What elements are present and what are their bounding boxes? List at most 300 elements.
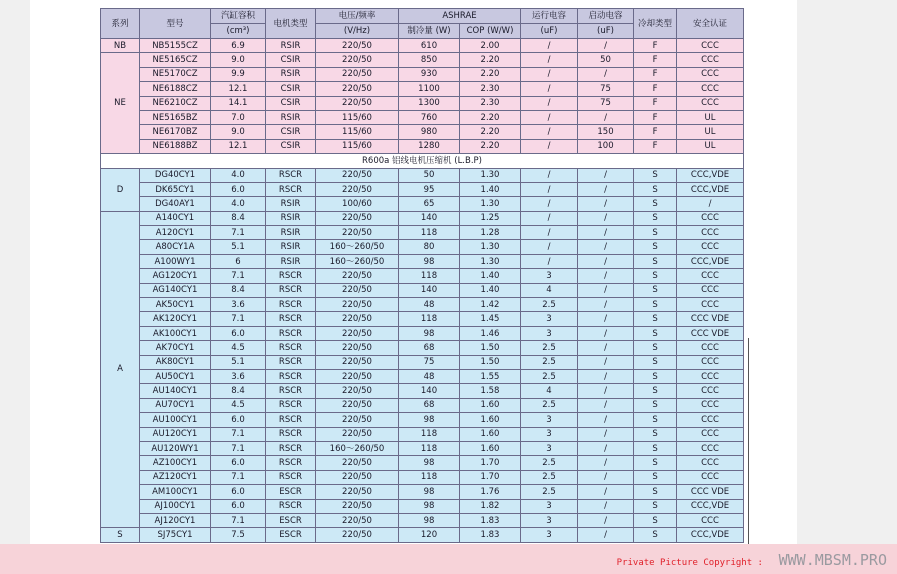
cooling-cell: S: [634, 240, 677, 254]
voltage-cell: 160～260/50: [316, 441, 399, 455]
capacity-cell: 50: [399, 168, 460, 182]
displacement-cell: 6.0: [211, 499, 266, 513]
run-cap-cell: /: [521, 240, 578, 254]
capacity-cell: 118: [399, 427, 460, 441]
model-cell: AU70CY1: [140, 398, 211, 412]
table-row: [101, 384, 744, 398]
run-cap-cell: 2.5: [521, 341, 578, 355]
capacity-cell: 140: [399, 211, 460, 225]
motor-cell: CSIR: [266, 53, 316, 67]
run-cap-cell: 3: [521, 312, 578, 326]
cop-cell: 1.46: [460, 326, 521, 340]
cooling-cell: S: [634, 513, 677, 527]
voltage-cell: 220/50: [316, 413, 399, 427]
model-cell: AU50CY1: [140, 369, 211, 383]
motor-cell: RSCR: [266, 312, 316, 326]
capacity-cell: 98: [399, 326, 460, 340]
cooling-cell: S: [634, 226, 677, 240]
start-cap-cell: /: [578, 470, 634, 484]
capacity-cell: 118: [399, 226, 460, 240]
cop-cell: 1.83: [460, 513, 521, 527]
capacity-cell: 610: [399, 39, 460, 53]
table-row: [101, 456, 744, 470]
capacity-cell: 1300: [399, 96, 460, 110]
motor-cell: RSIR: [266, 226, 316, 240]
capacity-cell: 68: [399, 398, 460, 412]
series-cell: NE: [101, 53, 140, 154]
motor-cell: CSIR: [266, 82, 316, 96]
start-cap-cell: /: [578, 398, 634, 412]
table-row: [101, 355, 744, 369]
cert-cell: CCC VDE: [677, 326, 744, 340]
displacement-cell: 7.1: [211, 312, 266, 326]
cert-cell: CCC: [677, 456, 744, 470]
capacity-cell: 1100: [399, 82, 460, 96]
capacity-cell: 98: [399, 485, 460, 499]
cop-cell: 1.30: [460, 197, 521, 211]
displacement-cell: 5.1: [211, 355, 266, 369]
cop-cell: 1.40: [460, 269, 521, 283]
model-cell: AK80CY1: [140, 355, 211, 369]
run-cap-cell: /: [521, 110, 578, 124]
voltage-cell: 220/50: [316, 513, 399, 527]
voltage-cell: 115/60: [316, 139, 399, 153]
displacement-cell: 6.0: [211, 413, 266, 427]
cop-cell: 1.60: [460, 427, 521, 441]
model-cell: NE5165BZ: [140, 110, 211, 124]
start-cap-cell: 75: [578, 82, 634, 96]
cop-cell: 1.60: [460, 413, 521, 427]
start-cap-cell: /: [578, 427, 634, 441]
model-cell: AK50CY1: [140, 298, 211, 312]
cert-cell: CCC: [677, 398, 744, 412]
cooling-cell: S: [634, 427, 677, 441]
motor-cell: CSIR: [266, 125, 316, 139]
model-cell: AU120CY1: [140, 427, 211, 441]
motor-cell: CSIR: [266, 139, 316, 153]
displacement-cell: 7.1: [211, 513, 266, 527]
table-row: [101, 312, 744, 326]
voltage-cell: 220/50: [316, 168, 399, 182]
cooling-cell: F: [634, 82, 677, 96]
cop-cell: 2.30: [460, 96, 521, 110]
cop-cell: 1.60: [460, 441, 521, 455]
run-cap-cell: 3: [521, 441, 578, 455]
copyright-notice: [617, 550, 887, 569]
cop-cell: 1.50: [460, 355, 521, 369]
voltage-cell: 220/50: [316, 427, 399, 441]
header-cert: 安全认证: [677, 9, 744, 39]
model-cell: AK70CY1: [140, 341, 211, 355]
run-cap-cell: /: [521, 67, 578, 81]
model-cell: A100WY1: [140, 254, 211, 268]
capacity-cell: 140: [399, 283, 460, 297]
voltage-cell: 220/50: [316, 398, 399, 412]
capacity-cell: 98: [399, 456, 460, 470]
start-cap-cell: /: [578, 326, 634, 340]
motor-cell: RSCR: [266, 182, 316, 196]
cop-cell: 1.83: [460, 528, 521, 542]
cop-cell: 1.58: [460, 384, 521, 398]
cooling-cell: S: [634, 298, 677, 312]
cert-cell: CCC,VDE: [677, 254, 744, 268]
table-row: [101, 499, 744, 513]
voltage-cell: 220/50: [316, 298, 399, 312]
cooling-cell: F: [634, 139, 677, 153]
start-cap-cell: /: [578, 168, 634, 182]
cert-cell: CCC VDE: [677, 312, 744, 326]
cert-cell: CCC: [677, 67, 744, 81]
model-cell: A140CY1: [140, 211, 211, 225]
motor-cell: RSIR: [266, 67, 316, 81]
document-page: [30, 0, 797, 574]
displacement-cell: 7.1: [211, 441, 266, 455]
model-cell: DG40AY1: [140, 197, 211, 211]
header-start-cap: 启动电容: [578, 9, 634, 24]
table-row: [101, 139, 744, 153]
run-cap-cell: 2.5: [521, 470, 578, 484]
start-cap-cell: /: [578, 269, 634, 283]
cop-cell: 2.30: [460, 82, 521, 96]
displacement-cell: 7.1: [211, 226, 266, 240]
model-cell: DG40CY1: [140, 168, 211, 182]
cert-cell: CCC: [677, 53, 744, 67]
cert-cell: UL: [677, 139, 744, 153]
cert-cell: CCC: [677, 513, 744, 527]
cooling-cell: S: [634, 369, 677, 383]
voltage-cell: 220/50: [316, 67, 399, 81]
capacity-cell: 48: [399, 298, 460, 312]
cooling-cell: S: [634, 398, 677, 412]
start-cap-cell: /: [578, 499, 634, 513]
displacement-cell: 14.1: [211, 96, 266, 110]
model-cell: DK65CY1: [140, 182, 211, 196]
model-cell: NE5165CZ: [140, 53, 211, 67]
table-row: [101, 82, 744, 96]
copyright-label: Private Picture Copyright :: [616, 558, 763, 568]
model-cell: AK100CY1: [140, 326, 211, 340]
cooling-cell: S: [634, 197, 677, 211]
displacement-cell: 4.5: [211, 398, 266, 412]
start-cap-cell: /: [578, 298, 634, 312]
capacity-cell: 760: [399, 110, 460, 124]
start-cap-cell: /: [578, 369, 634, 383]
capacity-cell: 120: [399, 528, 460, 542]
capacity-cell: 98: [399, 499, 460, 513]
run-cap-cell: /: [521, 197, 578, 211]
cooling-cell: S: [634, 456, 677, 470]
displacement-cell: 4.5: [211, 341, 266, 355]
cert-cell: CCC: [677, 226, 744, 240]
motor-cell: RSIR: [266, 254, 316, 268]
cert-cell: CCC,VDE: [677, 499, 744, 513]
run-cap-cell: 2.5: [521, 298, 578, 312]
model-cell: A120CY1: [140, 226, 211, 240]
motor-cell: ESCR: [266, 485, 316, 499]
table-row: [101, 369, 744, 383]
voltage-cell: 220/50: [316, 369, 399, 383]
motor-cell: RSIR: [266, 110, 316, 124]
table-row: [101, 528, 744, 542]
voltage-cell: 220/50: [316, 283, 399, 297]
capacity-cell: 98: [399, 254, 460, 268]
cop-cell: 2.20: [460, 125, 521, 139]
table-row: [101, 254, 744, 268]
capacity-cell: 140: [399, 384, 460, 398]
cert-cell: CCC: [677, 39, 744, 53]
motor-cell: CSIR: [266, 96, 316, 110]
cert-cell: CCC,VDE: [677, 528, 744, 542]
header-cooling: 冷却类型: [634, 9, 677, 39]
start-cap-cell: 50: [578, 53, 634, 67]
cop-cell: 1.60: [460, 398, 521, 412]
cooling-cell: S: [634, 384, 677, 398]
cooling-cell: F: [634, 110, 677, 124]
cooling-cell: S: [634, 182, 677, 196]
header-start-cap-unit: (uF): [578, 24, 634, 39]
capacity-cell: 65: [399, 197, 460, 211]
capacity-cell: 48: [399, 369, 460, 383]
start-cap-cell: /: [578, 384, 634, 398]
cooling-cell: S: [634, 211, 677, 225]
motor-cell: RSCR: [266, 369, 316, 383]
displacement-cell: 9.0: [211, 53, 266, 67]
cop-cell: 1.50: [460, 341, 521, 355]
voltage-cell: 160～260/50: [316, 254, 399, 268]
motor-cell: RSCR: [266, 168, 316, 182]
cop-cell: 1.40: [460, 182, 521, 196]
capacity-cell: 98: [399, 513, 460, 527]
run-cap-cell: 3: [521, 413, 578, 427]
cop-cell: 1.76: [460, 485, 521, 499]
displacement-cell: 9.9: [211, 67, 266, 81]
cop-cell: 1.70: [460, 456, 521, 470]
table-row: [101, 485, 744, 499]
run-cap-cell: /: [521, 125, 578, 139]
cooling-cell: F: [634, 67, 677, 81]
cert-cell: CCC: [677, 240, 744, 254]
motor-cell: RSIR: [266, 240, 316, 254]
run-cap-cell: /: [521, 226, 578, 240]
model-cell: NE5170CZ: [140, 67, 211, 81]
copyright-footer: [0, 544, 897, 574]
displacement-cell: 6.0: [211, 326, 266, 340]
motor-cell: ESCR: [266, 528, 316, 542]
model-cell: NE6170BZ: [140, 125, 211, 139]
run-cap-cell: /: [521, 39, 578, 53]
motor-cell: RSCR: [266, 341, 316, 355]
model-cell: NB5155CZ: [140, 39, 211, 53]
cert-cell: CCC: [677, 283, 744, 297]
table-row: [101, 326, 744, 340]
capacity-cell: 850: [399, 53, 460, 67]
displacement-cell: 12.1: [211, 82, 266, 96]
motor-cell: RSIR: [266, 39, 316, 53]
table-row: [101, 470, 744, 484]
capacity-cell: 68: [399, 341, 460, 355]
run-cap-cell: /: [521, 254, 578, 268]
table-row: [101, 413, 744, 427]
cop-cell: 2.20: [460, 139, 521, 153]
start-cap-cell: /: [578, 39, 634, 53]
cert-cell: UL: [677, 110, 744, 124]
cop-cell: 1.70: [460, 470, 521, 484]
capacity-cell: 980: [399, 125, 460, 139]
model-cell: AM100CY1: [140, 485, 211, 499]
table-row: [101, 441, 744, 455]
motor-cell: RSCR: [266, 355, 316, 369]
displacement-cell: 6.0: [211, 456, 266, 470]
start-cap-cell: /: [578, 413, 634, 427]
motor-cell: RSCR: [266, 470, 316, 484]
motor-cell: RSCR: [266, 427, 316, 441]
capacity-cell: 75: [399, 355, 460, 369]
voltage-cell: 220/50: [316, 456, 399, 470]
cert-cell: CCC: [677, 384, 744, 398]
start-cap-cell: /: [578, 341, 634, 355]
run-cap-cell: /: [521, 182, 578, 196]
cooling-cell: S: [634, 528, 677, 542]
model-cell: AZ120CY1: [140, 470, 211, 484]
start-cap-cell: /: [578, 240, 634, 254]
header-cop: COP (W/W): [460, 24, 521, 39]
cop-cell: 1.30: [460, 168, 521, 182]
displacement-cell: 9.0: [211, 125, 266, 139]
cooling-cell: F: [634, 39, 677, 53]
series-cell: NB: [101, 39, 140, 53]
model-cell: AJ120CY1: [140, 513, 211, 527]
motor-cell: RSCR: [266, 269, 316, 283]
motor-cell: RSCR: [266, 298, 316, 312]
run-cap-cell: /: [521, 96, 578, 110]
start-cap-cell: /: [578, 456, 634, 470]
table-row: [101, 341, 744, 355]
model-cell: A80CY1A: [140, 240, 211, 254]
cooling-cell: S: [634, 341, 677, 355]
displacement-cell: 12.1: [211, 139, 266, 153]
start-cap-cell: /: [578, 283, 634, 297]
run-cap-cell: 4: [521, 283, 578, 297]
cert-cell: CCC,VDE: [677, 168, 744, 182]
table-row: [101, 67, 744, 81]
table-row: [101, 226, 744, 240]
capacity-cell: 98: [399, 413, 460, 427]
cop-cell: 1.45: [460, 312, 521, 326]
voltage-cell: 220/50: [316, 96, 399, 110]
model-cell: AK120CY1: [140, 312, 211, 326]
motor-cell: RSCR: [266, 413, 316, 427]
motor-cell: RSCR: [266, 326, 316, 340]
model-cell: NE6188CZ: [140, 82, 211, 96]
voltage-cell: 220/50: [316, 485, 399, 499]
voltage-cell: 220/50: [316, 499, 399, 513]
start-cap-cell: /: [578, 211, 634, 225]
header-voltage: 电压/频率: [316, 9, 399, 24]
cop-cell: 1.42: [460, 298, 521, 312]
displacement-cell: 3.6: [211, 298, 266, 312]
cop-cell: 2.00: [460, 39, 521, 53]
motor-cell: RSIR: [266, 197, 316, 211]
displacement-cell: 6.0: [211, 182, 266, 196]
start-cap-cell: 75: [578, 96, 634, 110]
table-row: [101, 125, 744, 139]
displacement-cell: 4.0: [211, 168, 266, 182]
model-cell: AU120WY1: [140, 441, 211, 455]
cooling-cell: S: [634, 470, 677, 484]
capacity-cell: 118: [399, 312, 460, 326]
cop-cell: 2.20: [460, 110, 521, 124]
displacement-cell: 8.4: [211, 211, 266, 225]
table-row: [101, 96, 744, 110]
model-cell: AZ100CY1: [140, 456, 211, 470]
start-cap-cell: /: [578, 67, 634, 81]
page-divider-line: [748, 338, 749, 548]
cop-cell: 1.28: [460, 226, 521, 240]
displacement-cell: 7.1: [211, 427, 266, 441]
voltage-cell: 220/50: [316, 226, 399, 240]
cooling-cell: F: [634, 125, 677, 139]
displacement-cell: 7.0: [211, 110, 266, 124]
cooling-cell: S: [634, 326, 677, 340]
voltage-cell: 220/50: [316, 341, 399, 355]
cooling-cell: F: [634, 53, 677, 67]
header-series: 系列: [101, 9, 140, 39]
model-cell: AU140CY1: [140, 384, 211, 398]
model-cell: NE6210CZ: [140, 96, 211, 110]
table-row: [101, 398, 744, 412]
table-row: [101, 240, 744, 254]
motor-cell: RSCR: [266, 384, 316, 398]
cooling-cell: S: [634, 499, 677, 513]
table-row: [101, 298, 744, 312]
table-row: [101, 168, 744, 182]
cooling-cell: S: [634, 485, 677, 499]
header-capacity: 制冷量 (W): [399, 24, 460, 39]
table-body-r600a-high: [101, 39, 744, 154]
cop-cell: 1.30: [460, 240, 521, 254]
cooling-cell: S: [634, 283, 677, 297]
cooling-cell: S: [634, 413, 677, 427]
voltage-cell: 220/50: [316, 528, 399, 542]
voltage-cell: 160～260/50: [316, 240, 399, 254]
run-cap-cell: 2.5: [521, 355, 578, 369]
cop-cell: 1.40: [460, 283, 521, 297]
table-row: [101, 53, 744, 67]
voltage-cell: 115/60: [316, 125, 399, 139]
run-cap-cell: /: [521, 168, 578, 182]
start-cap-cell: /: [578, 226, 634, 240]
start-cap-cell: /: [578, 182, 634, 196]
capacity-cell: 1280: [399, 139, 460, 153]
displacement-cell: 7.1: [211, 269, 266, 283]
header-displacement: 汽缸容积: [211, 9, 266, 24]
run-cap-cell: 2.5: [521, 369, 578, 383]
cop-cell: 1.30: [460, 254, 521, 268]
run-cap-cell: 3: [521, 528, 578, 542]
voltage-cell: 220/50: [316, 182, 399, 196]
table-body-r600a-lbp: [101, 168, 744, 542]
cert-cell: CCC: [677, 269, 744, 283]
run-cap-cell: /: [521, 53, 578, 67]
cert-cell: CCC VDE: [677, 485, 744, 499]
start-cap-cell: /: [578, 312, 634, 326]
cert-cell: CCC: [677, 96, 744, 110]
run-cap-cell: /: [521, 139, 578, 153]
voltage-cell: 220/50: [316, 82, 399, 96]
capacity-cell: 118: [399, 441, 460, 455]
voltage-cell: 220/50: [316, 211, 399, 225]
cert-cell: CCC,VDE: [677, 182, 744, 196]
